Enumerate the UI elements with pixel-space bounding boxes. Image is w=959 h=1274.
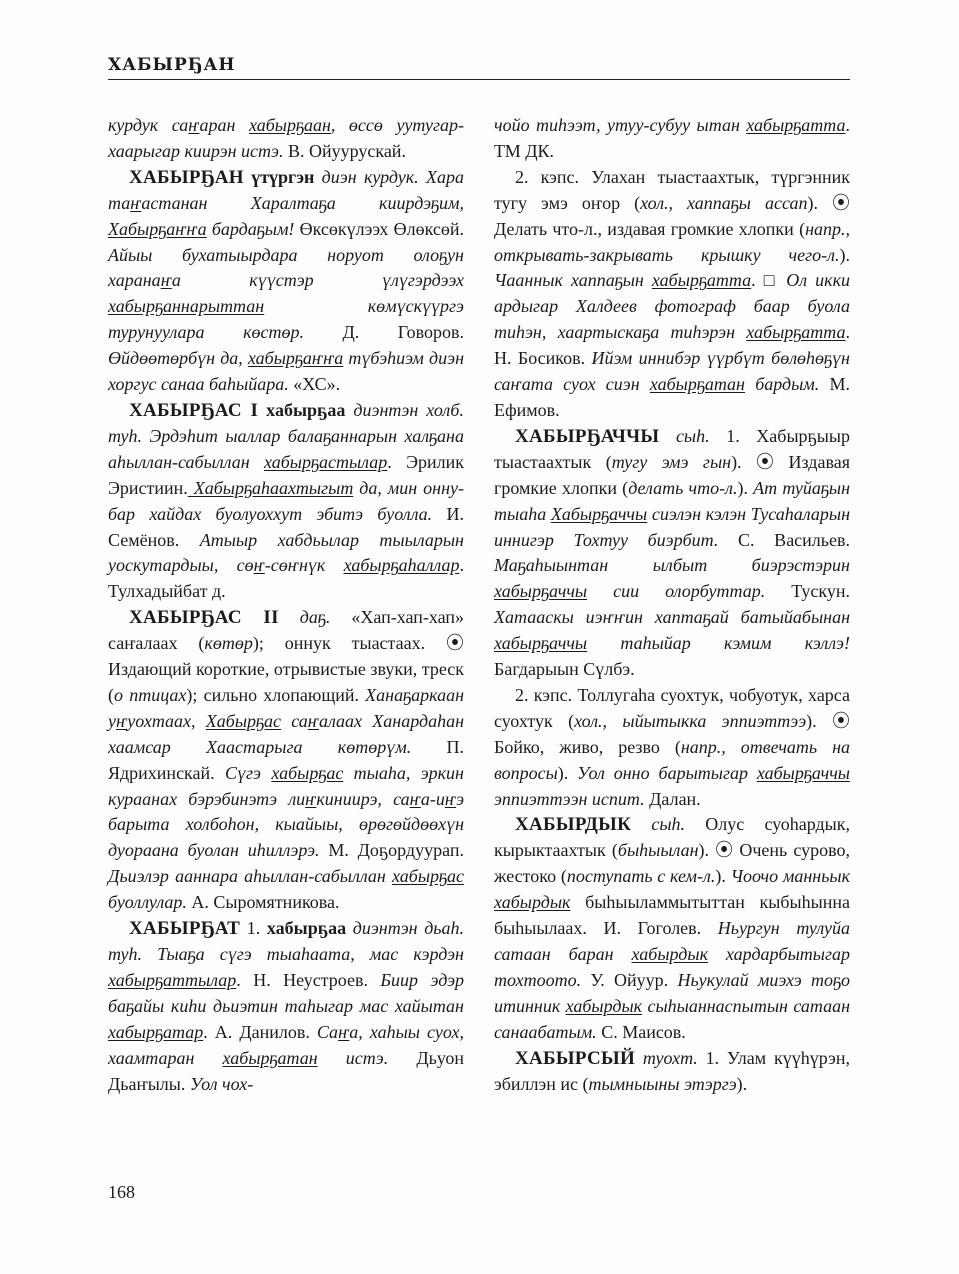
headword: ХАБЫРҔАН (129, 166, 244, 188)
text: са (281, 710, 308, 731)
entry-continuation (494, 113, 850, 165)
text: ҥ (338, 1021, 350, 1042)
text: ҥ (116, 710, 128, 731)
text: -сөҥнүк (264, 555, 344, 576)
text: Ол икки ардыгар Халдеев фотограф баар буола тиһэн, хаартыскаҕа тиһэрэн (494, 270, 850, 343)
text: көтөр (204, 633, 253, 654)
headword-usage: хабырҕаҥҥа (247, 348, 344, 369)
headword-usage: хабырҕас (392, 866, 464, 887)
text: ); сильно хлопающий. (186, 684, 359, 705)
text: ). ⦿ Очень сурово, жестоко ( (494, 840, 850, 887)
entry-continuation (108, 113, 464, 165)
text: 1. (240, 918, 261, 939)
text: ). (737, 477, 748, 498)
source: Тускун. (765, 581, 850, 602)
text: ). (839, 244, 850, 265)
headword-usage: хабырҕаан (248, 115, 331, 135)
text: көмүскүүргэ турунуулара көстөр. (108, 296, 464, 343)
text: Дьиэлэр ааннара аһыллан-сабыллан (108, 866, 393, 887)
text: напр., отвечать на вопросы (494, 736, 851, 783)
text: киниирэ, са (316, 788, 410, 809)
source: А. Сыромятникова. (186, 892, 340, 913)
text: Атыыр хабдьылар тыыларын уоскутардыы, сө (108, 529, 464, 576)
text: эппиэттээн испит. (494, 788, 645, 809)
headword-usage: хабырдык (565, 995, 643, 1016)
text: ). (736, 1073, 748, 1094)
text: истэ. (317, 1047, 389, 1068)
text: ). ⦿ Бойко, живо, резво ( (494, 710, 850, 757)
text: Са (309, 1021, 339, 1042)
text: диэнтэн дьаһ. туһ. Тыаҕа сүгэ тыаһаата, мас кэрдэн (108, 918, 464, 964)
source: М. Доҕордуурап. (319, 840, 464, 861)
text: Хатааскы иэҥҥин хаптаҕай батыйабынан (494, 607, 850, 628)
text: сии олорбуттар. (587, 581, 766, 602)
text: буоллулар. (108, 892, 187, 913)
headword-usage: хабырҕаччы (494, 633, 588, 654)
text: поступать с кем-л. (566, 866, 716, 887)
left-column (108, 113, 464, 1097)
text: Олус суоһардык, кырыктаахтык ( (494, 814, 850, 861)
text: даҕ. (278, 607, 331, 628)
text: тугу эмэ гын (611, 451, 732, 472)
text: 1. Улам күүһүрэн, эбиллэн ис ( (494, 1047, 850, 1094)
text: , өссө уутугар-хаарыгар киирэн истэ. (108, 115, 464, 161)
text: Ньургун тулуйа сатаан баран (494, 918, 850, 964)
source: Д. Говоров. (303, 322, 464, 343)
headword: ХАБЫРДЫК (515, 814, 632, 836)
text: түбэһиэм диэн хоргус санаа баһыйара. (108, 348, 464, 395)
text: э барыта холбоһон, кыайыы, өрөгөйдөөхүн дуораана буолан иһиллэрэ. (108, 788, 464, 861)
text: курдук са (108, 115, 189, 135)
headword-usage: хабырҕатта (746, 115, 846, 135)
text: ). ⦿ Издавая громкие хлопки ( (494, 451, 850, 498)
headword-usage: хабырҕаччы (494, 581, 588, 602)
source: М. Ефимов. (494, 374, 850, 420)
text: ҥ (305, 788, 317, 809)
text: хабырҕаа (260, 918, 347, 939)
text: быһыылан (617, 840, 699, 861)
text: Биир эдэр баҕайы киһи дьиэтин таһыгар мас хайытан (108, 969, 465, 1016)
text: ҥ (253, 555, 265, 576)
text: ). (557, 762, 569, 783)
source: . ТМ ДК. (494, 115, 850, 161)
headword-usage: хабырҕаннарыттан (108, 296, 265, 317)
text: Ийэм иннибэр үүрбүт бөлөһөҕүн саҥата суох сиэн (494, 348, 850, 395)
text: чойо тиһээт, утуу-субуу ытан (494, 115, 747, 135)
text: диэн курдук. Хара та (108, 166, 464, 213)
headword-usage: хабырҕатта (746, 322, 846, 343)
page-number: 168 (108, 1182, 135, 1202)
source: . Тулхадыйбат д. (108, 555, 464, 602)
text: Уол онно барытыгар (568, 762, 757, 783)
text: Ньукулай миэхэ тоҕо итинник (494, 969, 850, 1016)
source: . Н. Неустроев. (236, 969, 368, 990)
headword: ХАБЫРҔАС II (129, 607, 279, 629)
text: алаах Ханардаһан хаамсар Хаастарыга көтөрүм. (108, 710, 465, 757)
text: ҥ (444, 788, 457, 809)
text: делать что-л. (628, 477, 738, 498)
text: диэнтэн холб. туһ. Эрдэһит ыаллар балаҕаннарын халҕана аһыллан-сабыллан (108, 399, 464, 472)
text: ҥ (188, 115, 200, 135)
headword: ХАБЫРСЫЙ (515, 1047, 636, 1069)
text: бардаҕым! (206, 218, 295, 239)
text: үтүргэн (243, 166, 315, 187)
headword-usage: хабырдык (494, 892, 571, 913)
text: Ат туйаҕын тыаһа (494, 477, 850, 524)
text: аран (199, 115, 249, 135)
text: ҥ (307, 710, 319, 731)
text: 2. кэпс. Толлугаһа суохтук, чобуотук, харса суохтук ( (494, 684, 850, 731)
text: сыһыаннаспытын сатаан санаабатым. (494, 995, 850, 1042)
entry-khabyrdyk (494, 812, 850, 1045)
text: . □ (751, 270, 779, 291)
text: а күүстэр үлүгэрдээх (171, 270, 464, 291)
text: а-и (420, 788, 445, 809)
text: Өйдөөтөрбүн да, (108, 348, 248, 369)
text: хабырҕаа (258, 399, 346, 420)
text: ). (715, 866, 726, 887)
text: 1. Хабырҕыыр тыастаахтык ( (494, 425, 850, 472)
headword-usage: хабырҕастылар (264, 451, 388, 472)
text: ). ⦿ Делать что-л., издавая громкие хлопки ( (494, 192, 850, 239)
source: Дьуон Дьаҥылы. (108, 1047, 465, 1094)
source: Багдарыын Сүлбэ. (494, 659, 635, 680)
headword-usage: хабырдык (631, 944, 708, 964)
text: хол., ыйытыкка эппиэттээ (574, 710, 807, 731)
text: бардым. (745, 374, 820, 395)
text: Айыы бухатыырдара норуот олоҕун харана (108, 244, 464, 291)
source: П. Ядрихинскай. (108, 736, 465, 783)
text: «Хап-хап-хап» саҥалаах ( (108, 607, 464, 654)
text: Маҕаһыынтан ылбыт биэрэстэрин (494, 555, 850, 576)
source: С. Васильев. (718, 529, 850, 550)
headword: ХАБЫРҔАС I (129, 399, 259, 421)
headword-usage: хабырҕатта (651, 270, 752, 291)
headword-usage: Хабырҕас (205, 710, 282, 731)
entry-khabyrsyi (494, 1046, 850, 1098)
source: С. Маисов. (596, 1021, 686, 1042)
text: а, хаһыы суох, хаамтаран (108, 1021, 465, 1068)
text: быһыыламмытыттан кыбыһынна быһыылаах. (494, 892, 850, 939)
headword-usage: хабырҕас (271, 762, 344, 783)
text: ҥ (160, 270, 172, 291)
source: У. Ойуур. (581, 969, 669, 990)
text: ҥ (130, 192, 142, 213)
text: туохт. (635, 1047, 698, 1068)
source: «ХС». (288, 374, 341, 395)
right-column (494, 113, 850, 1097)
text: сиэлэн кэлэн Тусаһаларын иннигэр Тохтуу биэрбит. (494, 503, 850, 550)
text: 2. кэпс. Улахан тыастаахтык, түргэнник тугу эмэ оҥор ( (494, 166, 850, 213)
entry-khabyrgas-1 (108, 398, 464, 605)
headword-usage: хабырҕатар (108, 1021, 204, 1042)
entry-sense-2b (494, 683, 850, 813)
text: астанан Харалтаҕа киирдэҕим, (141, 192, 464, 213)
text: таһыйар кэмим кэллэ! (587, 633, 850, 654)
headword-usage: Хабырҕаҥҥа (108, 218, 207, 239)
text: хардарбытыгар тохтоото. (494, 944, 851, 990)
entry-khabyrgas-2 (108, 605, 464, 916)
header-rule (108, 79, 850, 80)
headword: ХАБЫРҔАТ (129, 918, 241, 940)
source: . Н. Босиков. (494, 322, 850, 369)
headword-usage: хабырҕаттылар (108, 969, 237, 990)
headword-usage: Хабырҕаһаахтыгыт (187, 477, 354, 498)
text: тыаһа, эркин кураанах бэрэбинэтэ ли (108, 762, 464, 809)
headword: ХАБЫРҔАЧЧЫ (515, 425, 660, 447)
text: напр., открывать-закрывать крышку чего-л. (494, 218, 850, 265)
source: В. Ойуурускай. (283, 140, 406, 161)
source: Өксөкүлээх Өлөксөй. (294, 218, 464, 239)
entry-khabyrgat (108, 916, 464, 1097)
text: хол., хаппаҕы ассап (640, 192, 808, 213)
headword-usage: хабырҕатан (222, 1047, 318, 1068)
text: сыһ. (631, 814, 686, 835)
text: уохтаах, (127, 710, 206, 731)
text: Чоочо манньык (725, 866, 850, 887)
headword-usage: хабырҕаһаллар (343, 555, 460, 576)
source: . Эрилик Эристиин. (108, 451, 464, 498)
headword-usage: хабырҕаччы (756, 762, 850, 783)
entry-khabyrgan (108, 165, 464, 398)
text: ҥ (409, 788, 421, 809)
text: ); оннук тыастаах. ⦿ Издающий короткие, отрывистые звуки, треск ( (108, 633, 464, 705)
text: о птицах (114, 684, 187, 705)
text: Уол чох- (185, 1073, 254, 1094)
entry-khabyrgachchy (494, 424, 850, 683)
text: тымныыны этэргэ (588, 1073, 737, 1094)
text: сыһ. (659, 425, 710, 446)
source: . А. Данилов. (203, 1021, 310, 1042)
headword-usage: Хабырҕаччы (550, 503, 648, 524)
headword-usage: хабырҕатан (649, 374, 745, 395)
source: Далан. (644, 788, 701, 809)
entry-sense-2 (494, 165, 850, 424)
text: Сүгэ (214, 762, 272, 783)
source: И. Гоголев. (586, 918, 702, 939)
running-head: ХАБЫРҔАН (108, 55, 236, 75)
text: Чааннык хаппаҕын (494, 270, 652, 291)
text: Ханаҕаркаан у (108, 684, 464, 731)
source: И. Семёнов. (108, 503, 464, 550)
text: да, мин оннубар хайдах буолуоххут эбитэ буолла. (108, 477, 464, 524)
